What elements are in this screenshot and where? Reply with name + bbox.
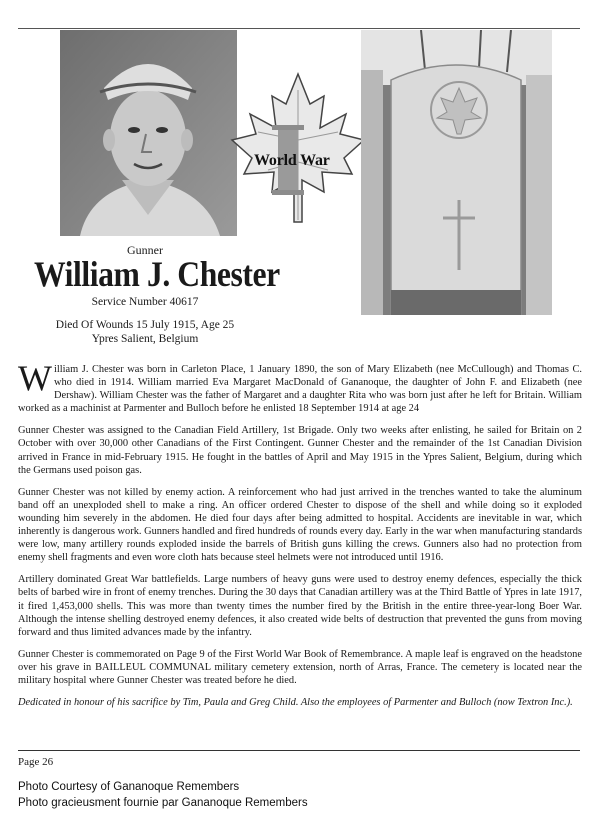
roman-numeral-serif-top bbox=[272, 125, 304, 130]
drop-cap: W bbox=[18, 358, 52, 398]
paragraph-4: Artillery dominated Great War battlefields. Large numbers of heavy guns were used to destroy enemy defences, especially the thick belts of barbed wire in front of enemy trenches. During the 30 days that Canadian artillery was at the Third Battle of Ypres in late 1917, it fired 1,453,000 shells. This was more than twenty times the number fired by the British in the entire three-year-long Boer War. Although the intense shelling destroyed enemy defences, it also created wide belts of destruction that prevented the guns from moving forward and thus limited advances made by the infantry. bbox=[18, 574, 582, 638]
paragraph-5: Gunner Chester is commemorated on Page 9 of the First World War Book of Remembrance. A maple leaf is engraved on the headstone over his grave in BAILLEUL COMMUNAL military cemetery extension, north of Arras, France. The cemetery is located near the military hospital where Gunner Chester was treated before he died. bbox=[18, 648, 582, 686]
death-details bbox=[0, 318, 290, 346]
death-date-line: Died Of Wounds 15 July 1915, Age 25 bbox=[55, 319, 235, 331]
paragraph-3: Gunner Chester was not killed by enemy action. A reinforcement who had just arrived in the trenches wanted to take the aluminum band off an unexploded shell to make a ring. An officer ordered Chester to dispose of the shell and while doing so it exploded wounding him severely in the abdomen. He died four days after being admitted to hospital. Accidents are inevitable in war, which inherently is dangerous work. Gunners handled and fired hundreds of rounds every day. Early in the war when manufacturing standards were low, many artillery rounds exploded inside the barrels of British guns killing the crews. Gunners also had no protection from enemy shell fragments and even wore cloth hats because steel helmets were not introduced until 1916. bbox=[18, 486, 583, 564]
roman-numeral-serif-bottom bbox=[272, 190, 304, 195]
paragraph-2: Gunner Chester was assigned to the Canadian Field Artillery, 1st Brigade. Only two weeks after enlisting, he sailed for Britain on 2 October with over 30,000 other Canadians of the First Contingent. Gunner Chester and the remainder of the 1st Canadian Division arrived in France in mid-February 1915. He fought in the battles of April and May 1915 in the Ypres Salient, Belgium, during which the Germans used poison gas. bbox=[18, 425, 582, 476]
page-number: Page 26 bbox=[18, 756, 54, 768]
rank-label: Gunner bbox=[127, 243, 163, 257]
bottom-rule bbox=[18, 750, 580, 751]
portrait-photo bbox=[60, 30, 237, 236]
service-number: Service Number 40617 bbox=[91, 296, 199, 308]
top-rule bbox=[18, 28, 580, 29]
photo-credit-french: Photo gracieusment fournie par Gananoque Remembers bbox=[18, 797, 308, 809]
paragraph-1 bbox=[18, 358, 582, 415]
dedication: Dedicated in honour of his sacrifice by Tim, Paula and Greg Child. Also the employees of Parmenter and Bulloch (now Textron Inc.). bbox=[18, 697, 573, 709]
article-body bbox=[18, 358, 583, 718]
headstone-photo bbox=[361, 30, 552, 315]
photo-credit-english: Photo Courtesy of Gananoque Remembers bbox=[18, 781, 240, 793]
death-place-line: Ypres Salient, Belgium bbox=[91, 333, 199, 345]
soldier-name: William J. Chester bbox=[34, 254, 280, 294]
world-war-label: World War bbox=[254, 152, 330, 169]
paragraph-1-text: illiam J. Chester was born in Carleton Place, 1 January 1890, the son of Mary Elizabeth (nee McCullough) and Thomas C. who died in 1914. William married Eva Margaret MacDonald of Gananoque, the daughter of John F. and Elizabeth (nee Dershaw). William Chester was the father of Margaret and a daughter Rita who was born just after he left for Britain. William worked as a machinist at Parmenter and Bulloch before he enlisted 18 September 1914 at age 24 bbox=[18, 364, 582, 415]
